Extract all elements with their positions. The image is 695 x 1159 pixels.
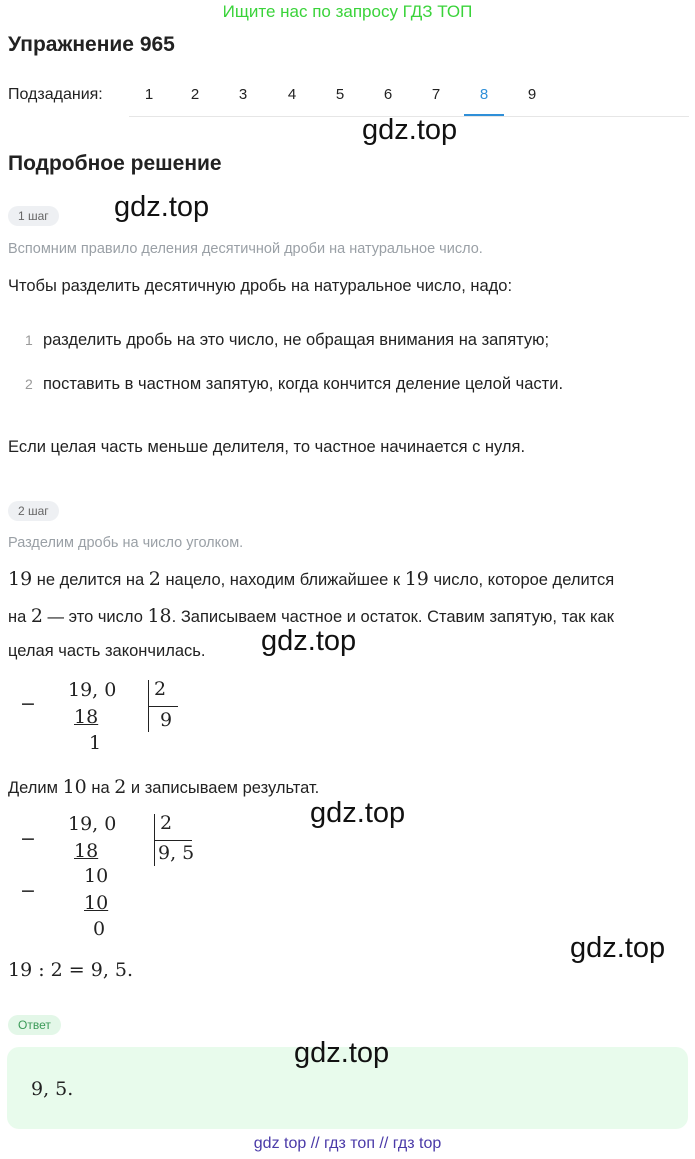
minus-sign: −: [20, 693, 36, 715]
step-1-intro: Чтобы разделить десятичную дробь на натуральное число, надо:: [8, 277, 513, 295]
remainder: 10: [84, 865, 109, 887]
quotient: 9, 5: [158, 842, 195, 864]
math-number: 19: [404, 568, 429, 590]
step-1-hint: Вспомним правило деления десятичной дроби на натуральное число.: [8, 241, 483, 257]
math-number: 2: [114, 776, 127, 798]
remainder: 1: [89, 732, 102, 754]
text-run: число, которое делится: [428, 571, 615, 589]
result-equation: 19 : 2 = 9, 5.: [8, 959, 134, 981]
math-number: 18: [147, 605, 172, 627]
step-2-paragraph-2: [8, 776, 319, 798]
step-2-paragraph-line-2: [8, 605, 614, 627]
text-run: на: [8, 608, 31, 626]
subtask-tab-5[interactable]: 5: [335, 86, 345, 103]
subtask-tab-8[interactable]: 8: [464, 76, 504, 116]
promo-banner[interactable]: Ищите нас по запросу ГДЗ ТОП: [222, 2, 473, 21]
math-number: 2: [148, 568, 161, 590]
remainder: 0: [93, 918, 106, 940]
quotient: 9: [160, 709, 173, 731]
math-number: 2: [30, 605, 43, 627]
dividend: 19, 0: [68, 679, 117, 701]
subtasks-tabs: [129, 76, 689, 117]
watermark: gdz.top: [114, 191, 210, 223]
subtask-tab-7[interactable]: 7: [431, 86, 441, 103]
footer-links[interactable]: gdz top // гдз топ // гдз top: [253, 1135, 442, 1152]
watermark: gdz.top: [261, 625, 357, 657]
step-2-badge: 2 шаг: [8, 501, 59, 521]
step-2-paragraph-line-3: целая часть закончилась.: [8, 642, 206, 660]
math-number: 10: [62, 776, 87, 798]
subtrahend: 18: [74, 840, 99, 862]
text-run: Делим: [8, 779, 63, 797]
watermark: gdz.top: [362, 114, 458, 146]
minus-sign: −: [20, 880, 36, 902]
text-run: нацело, находим ближайшее к: [160, 571, 405, 589]
watermark: gdz.top: [310, 797, 406, 829]
subtrahend: 10: [84, 892, 109, 914]
division-bracket-horizontal: [154, 840, 192, 841]
list-item-text: разделить дробь на это число, не обращая внимания на запятую;: [43, 331, 550, 349]
divisor: 2: [154, 678, 167, 700]
page-title: Упражнение 965: [8, 33, 175, 56]
subtask-tab-3[interactable]: 3: [238, 86, 248, 103]
math-number: 19: [8, 568, 33, 590]
watermark: gdz.top: [570, 932, 666, 964]
text-run: на: [86, 779, 115, 797]
subtask-tab-2[interactable]: 2: [190, 86, 200, 103]
watermark: gdz.top: [294, 1037, 390, 1069]
division-bracket-horizontal: [148, 706, 178, 707]
long-division-1: [0, 676, 260, 756]
step-2-paragraph-line-1: [8, 568, 614, 590]
subtask-tab-4[interactable]: 4: [287, 86, 297, 103]
answer-value: 9, 5.: [31, 1078, 74, 1100]
subtrahend: 18: [74, 706, 99, 728]
list-item-number: 1: [25, 332, 33, 348]
solution-heading: Подробное решение: [8, 152, 222, 175]
list-item-number: 2: [25, 376, 33, 392]
list-item-text: поставить в частном запятую, когда кончится деление целой части.: [43, 375, 564, 393]
answer-badge: Ответ: [8, 1015, 61, 1035]
text-run: не делится на: [32, 571, 149, 589]
text-run: . Записываем частное и остаток. Ставим запятую, так как: [171, 608, 614, 626]
step-1-note: Если целая часть меньше делителя, то частное начинается с нуля.: [8, 438, 526, 456]
minus-sign: −: [20, 828, 36, 850]
text-run: — это число: [42, 608, 148, 626]
subtask-tab-6[interactable]: 6: [383, 86, 393, 103]
subtasks-label: Подзадания:: [8, 86, 103, 103]
divisor: 2: [160, 812, 173, 834]
text-run: и записываем результат.: [126, 779, 320, 797]
dividend: 19, 0: [68, 813, 117, 835]
subtask-tab-9[interactable]: 9: [527, 86, 537, 103]
subtask-tab-1[interactable]: 1: [144, 86, 154, 103]
step-2-hint: Разделим дробь на число уголком.: [8, 535, 244, 551]
step-1-badge: 1 шаг: [8, 206, 59, 226]
long-division-2: [0, 810, 260, 945]
